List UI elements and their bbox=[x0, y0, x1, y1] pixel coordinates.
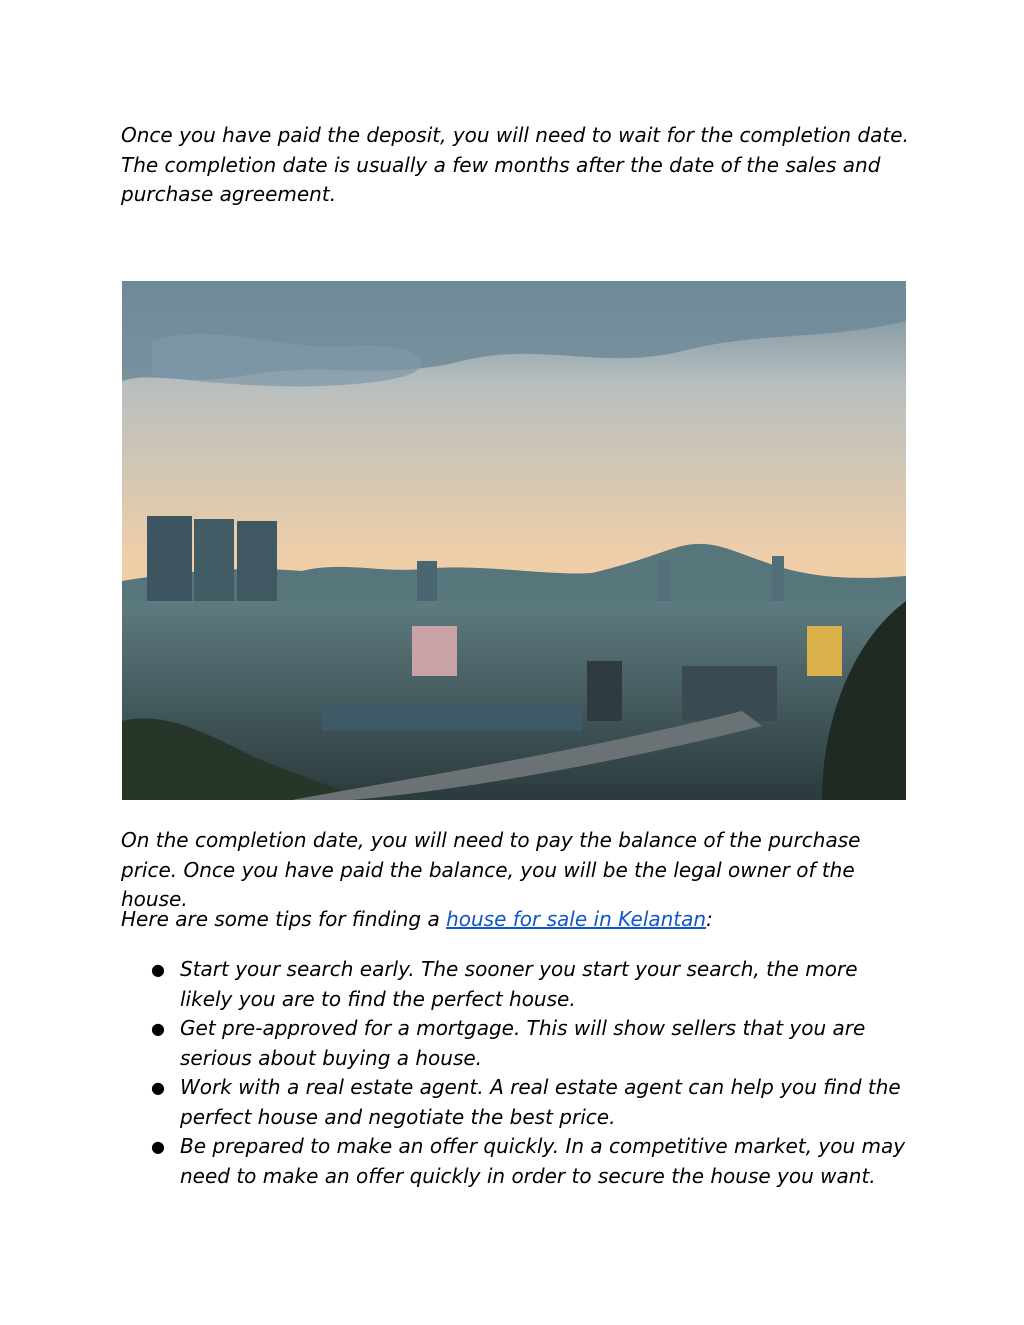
tower-5 bbox=[657, 561, 671, 601]
billboard-2 bbox=[682, 666, 777, 721]
billboard-3 bbox=[807, 626, 842, 676]
tower-3 bbox=[237, 521, 277, 611]
tip-text: Start your search early. The sooner you start your search, the more likely you are to find the perfect house. bbox=[180, 957, 858, 1011]
tips-intro-colon: : bbox=[706, 907, 713, 931]
paragraph-tips-intro bbox=[121, 905, 911, 935]
paragraph-deposit: Once you have paid the deposit, you will need to wait for the completion date. The completion date is usually a few months after the date of the sales and purchase agreement. bbox=[121, 123, 909, 206]
building-roof bbox=[322, 706, 582, 731]
city-skyline-photo bbox=[122, 281, 906, 800]
tower-2 bbox=[194, 519, 234, 611]
tip-text: Be prepared to make an offer quickly. In a competitive market, you may need to make an offer quickly in order to secure the house you want. bbox=[180, 1134, 906, 1188]
tower-6 bbox=[772, 556, 784, 601]
bullet-icon: ● bbox=[151, 1137, 165, 1156]
tower-1 bbox=[147, 516, 192, 611]
tips-intro-text: Here are some tips for finding a bbox=[121, 907, 447, 931]
house-for-sale-link[interactable]: house for sale in Kelantan bbox=[446, 907, 707, 931]
list-item bbox=[121, 955, 911, 1014]
list-item bbox=[121, 1073, 911, 1132]
building-pink bbox=[412, 626, 457, 676]
bullet-icon: ● bbox=[151, 1019, 165, 1038]
paragraph-completion: On the completion date, you will need to pay the balance of the purchase price. Once you have paid the balance, you will be the legal owner of the house. bbox=[121, 828, 861, 911]
bullet-icon: ● bbox=[151, 1078, 165, 1097]
tip-text: Get pre-approved for a mortgage. This will show sellers that you are serious about buying a house. bbox=[180, 1016, 866, 1070]
tip-text: Work with a real estate agent. A real estate agent can help you find the perfect house and negotiate the best price. bbox=[180, 1075, 901, 1129]
bullet-icon: ● bbox=[151, 960, 165, 979]
list-item bbox=[121, 1014, 911, 1073]
billboard-1 bbox=[587, 661, 622, 721]
list-item bbox=[121, 1132, 911, 1191]
tips-list bbox=[121, 955, 911, 1191]
